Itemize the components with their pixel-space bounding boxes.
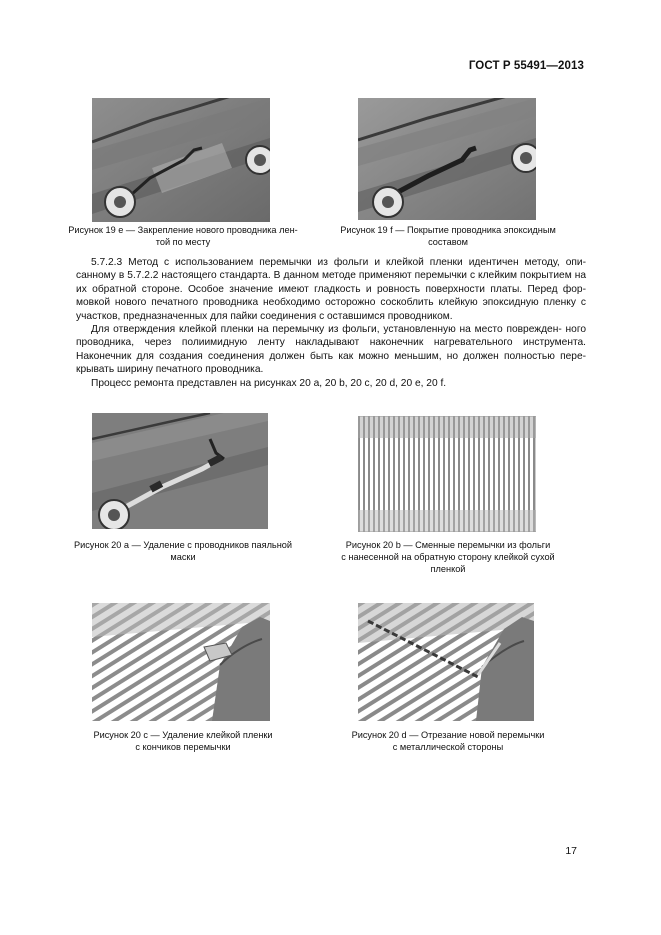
figure-19f-photo: [358, 98, 536, 220]
paragraph-5-7-2-3: [76, 256, 586, 323]
text-line: Наконечник для создания соединения должен быть как можно меньшим, но должен полностью пере-: [76, 350, 586, 362]
caption-line: маски: [170, 552, 196, 562]
figure-20d-caption: [330, 729, 566, 753]
caption-line: с нанесенной на обратную сторону клейкой сухой: [341, 552, 555, 562]
caption-line: Рисунок 20 с — Удаление клейкой пленки: [93, 730, 273, 740]
caption-line: Рисунок 20 b — Сменные перемычки из фольги: [345, 540, 551, 550]
paragraph-curing: [76, 323, 586, 377]
text-line: крывать ширину печатного проводника.: [76, 364, 264, 376]
figure-19f-caption: [322, 224, 574, 248]
text-line: мовкой нового печатного проводника необходимо осторожно соскоблить клейкую эпоксидную пленку с: [76, 297, 586, 309]
figure-19e-photo: [92, 98, 270, 222]
caption-line: Рисунок 20 d — Отрезание новой перемычки: [351, 730, 545, 740]
figure-19e-caption: [52, 224, 314, 248]
figure-20a-photo: [92, 413, 268, 529]
text-line: 5.7.2.3 Метод с использованием перемычки из фольги и клейкой пленки идентичен методу, опи-: [91, 257, 586, 268]
document-header: ГОСТ Р 55491—2013: [468, 60, 584, 72]
figure-20c-caption: [72, 729, 294, 753]
page-number: 17: [565, 845, 577, 857]
text-line: санному в 5.7.2.2 настоящего стандарта. В данном методе применяют перемычки с клейким покрытием: [76, 270, 575, 282]
caption-line: составом: [428, 237, 468, 247]
caption-line: с металлической стороны: [392, 742, 504, 752]
text-line: Для отверждения клейкой пленки на перемычку из фольги, установленную на место поврежден-: [91, 324, 562, 336]
caption-line: с кончиков перемычки: [135, 742, 231, 752]
text-line: ного проводника, через полиимидную ленту накладывают наконечник нагревательного инструмента.: [76, 324, 586, 349]
caption-line: той по месту: [155, 237, 211, 247]
body-text: [76, 256, 586, 390]
caption-line: Рисунок 20 а — Удаление с проводников паяльной: [73, 540, 293, 550]
figure-20d-photo: [358, 603, 534, 721]
figure-20b-photo: [358, 416, 536, 532]
figure-20a-caption: [52, 539, 314, 563]
caption-line: Рисунок 19 е — Закрепление нового проводника лен-: [68, 225, 298, 235]
text-line: участков, предназначенных для пайки соединения с оставшимся проводником.: [76, 310, 453, 322]
paragraph-process: [76, 377, 586, 390]
figure-20b-caption: [318, 539, 578, 575]
caption-line: пленкой: [430, 564, 466, 574]
figure-20c-photo: [92, 603, 270, 721]
text-line: Процесс ремонта представлен на рисунках 20 а, 20 b, 20 с, 20 d, 20 е, 20 f.: [91, 377, 447, 389]
caption-line: Рисунок 19 f — Покрытие проводника эпоксидным: [340, 225, 556, 235]
text-line: на их обратной стороне. Особое значение имеют гладкость и ровность поверхности платы. Перед фор-: [76, 270, 586, 295]
